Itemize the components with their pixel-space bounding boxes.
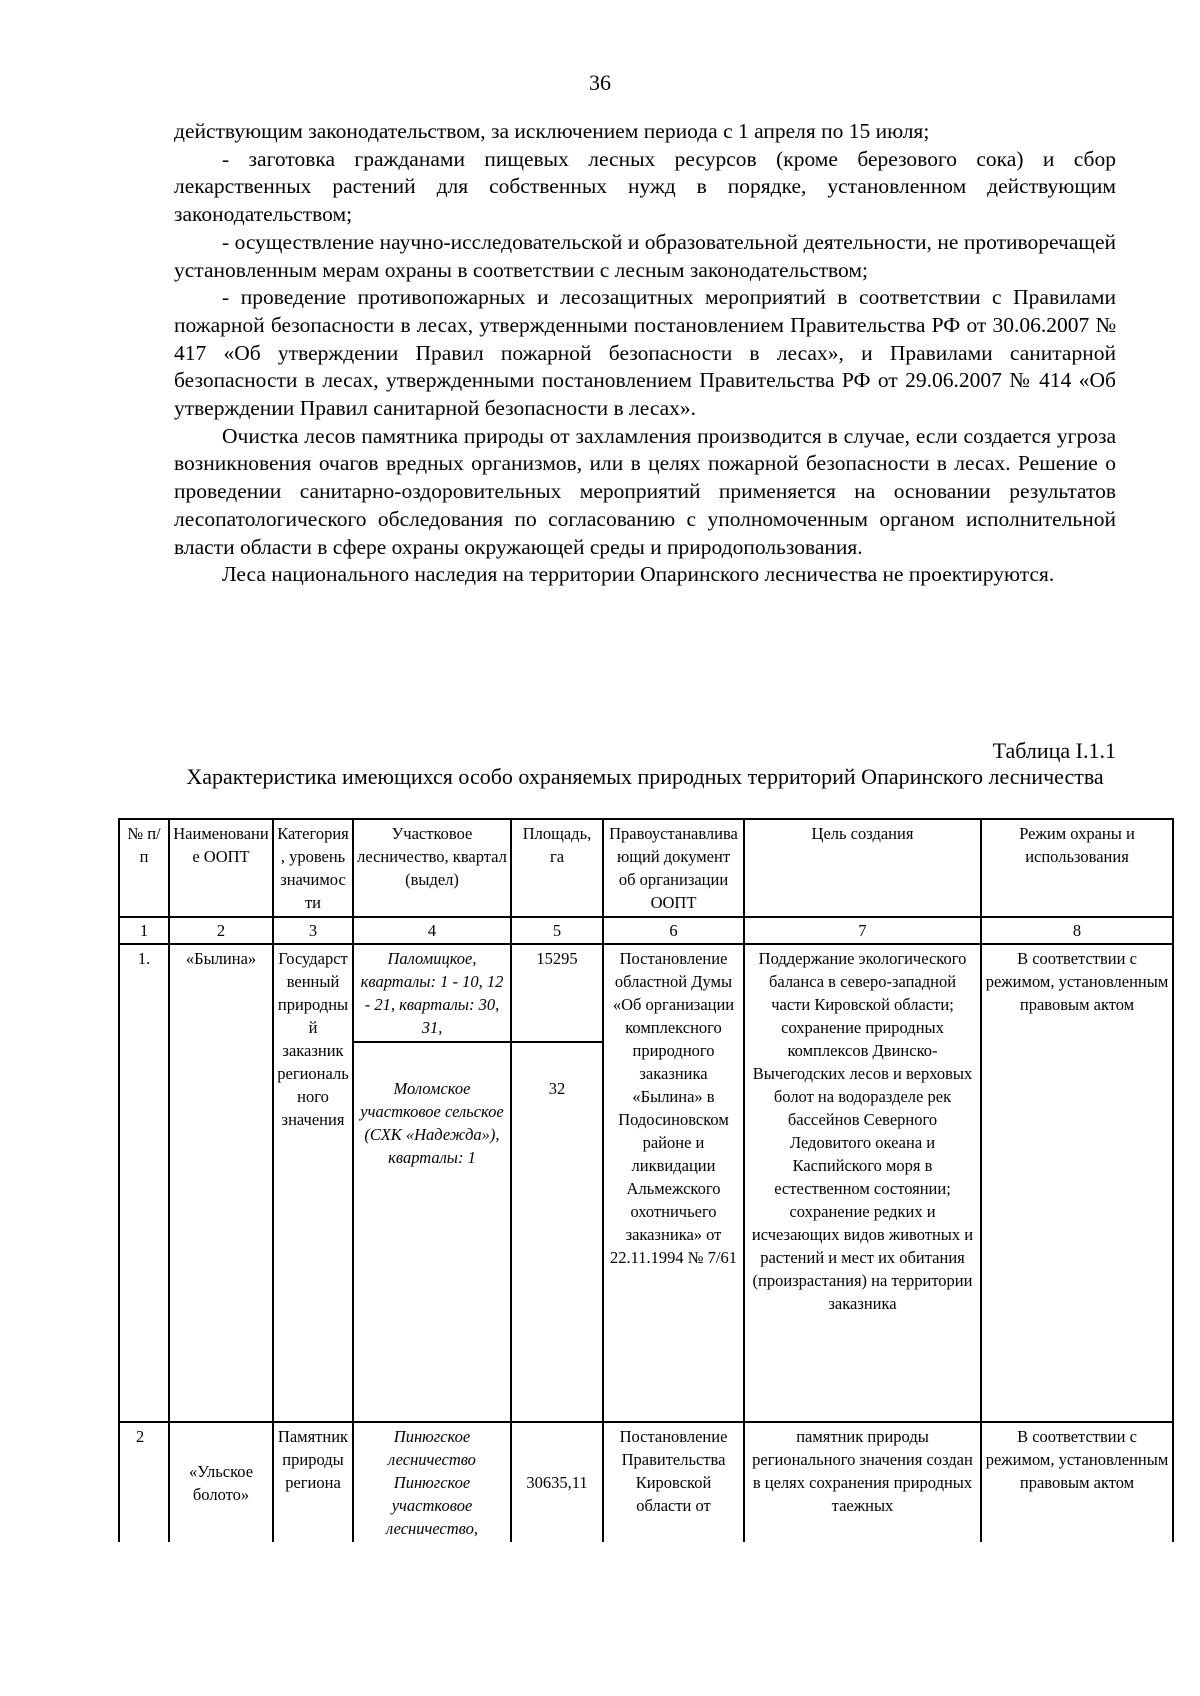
header-cell: Участковое лесничество, квартал (выдел) [353,819,511,917]
oopt-area: 15295 [511,944,603,1042]
oopt-category: Государственный природный заказник регионального значения [273,944,353,1422]
column-number: 2 [169,917,273,944]
column-number: 8 [981,917,1173,944]
header-cell: Категория, уровень значимости [273,819,353,917]
table-row [119,1422,1173,1542]
column-number: 7 [744,917,981,944]
table-label: Таблица I.1.1 [992,738,1116,763]
oopt-document: Постановление областной Думы «Об организации комплексного природного заказника «Былина» в Подосиновском районе и ликвидации Альмежского охотничьего заказника» от 22.11.1994 № 7/61 [603,944,744,1422]
column-number: 1 [119,917,169,944]
oopt-location: Паломицкое, кварталы: 1 - 10, 12 - 21, кварталы: 30, 31, [353,944,511,1042]
header-cell: Цель создания [744,819,981,917]
oopt-table [118,818,1174,1542]
column-number: 6 [603,917,744,944]
header-cell: Наименование ООПТ [169,819,273,917]
column-number: 3 [273,917,353,944]
row-number: 2 [119,1422,169,1542]
page-number: 36 [589,70,611,95]
oopt-regime: В соответствии с режимом, установленным правовым актом [981,944,1173,1422]
paragraph: - проведение противопожарных и лесозащитных мероприятий в соответствии с Правилами пожарной безопасности в лесах, утвержденными постановлением Правительства РФ от 30.06.2007 № 417 «Об утверждении Правил пожарной безопасности в лесах», и Правилами санитарной безопасности в лесах, утвержденными постановлением Правительства РФ от 29.06.2007 № 414 «Об утверждении Правил санитарной безопасности в лесах». [174,285,1116,421]
header-cell: № п/п [119,819,169,917]
oopt-name: «Ульское болото» [169,1422,273,1542]
paragraph: действующим законодательством, за исключением периода с 1 апреля по 15 июля; [174,119,930,143]
oopt-purpose: памятник природы регионального значения создан в целях сохранения природных таежных [744,1422,981,1542]
column-number-row [119,917,1173,944]
header-cell: Площадь, га [511,819,603,917]
paragraph: Очистка лесов памятника природы от захламления производится в случае, если создается угроза возникновения очагов вредных организмов, или в целях пожарной безопасности в лесах. Решение о проведении санитарно-оздоровительных мероприятий применяется на основании результатов лесопатологического обследования по согласованию с уполномоченным органом исполнительной власти области в сфере охраны окружающей среды и природопользования. [174,423,1116,559]
column-number: 5 [511,917,603,944]
paragraph: - заготовка гражданами пищевых лесных ресурсов (кроме березового сока) и сбор лекарственных растений для собственных нужд в порядке, установленном действующим законодательством; [174,146,1116,227]
oopt-area: 32 [511,1042,603,1422]
oopt-regime: В соответствии с режимом, установленным правовым актом [981,1422,1173,1542]
row-number: 1. [119,944,169,1422]
header-cell: Режим охраны и использования [981,819,1173,917]
oopt-location: Пинюгское лесничество Пинюгское участковое лесничество, [353,1422,511,1542]
oopt-purpose: Поддержание экологического баланса в северо-западной части Кировской области; сохранение природных комплексов Двинско-Вычегодских лесов и верховых болот на водоразделе рек бассейнов Северного Ледовитого океана и Каспийского моря в естественном состоянии; сохранение редких и исчезающих видов животных и растений и мест их обитания (произрастания) на территории заказника [744,944,981,1422]
oopt-category: Памятник природы региона [273,1422,353,1542]
oopt-area: 30635,11 [511,1422,603,1542]
oopt-document: Постановление Правительства Кировской области от [603,1422,744,1542]
oopt-location: Моломское участковое сельское (СХК «Надежда»), кварталы: 1 [353,1042,511,1422]
oopt-name: «Былина» [169,944,273,1422]
paragraph: Леса национального наследия на территории Опаринского лесничества не проектируются. [222,562,1055,587]
table-row [119,944,1173,1042]
paragraph: - осуществление научно-исследовательской и образовательной деятельности, не противоречащей установленным мерам охраны в соответствии с лесным законодательством; [174,229,1116,282]
table-title: Характеристика имеющихся особо охраняемых природных территорий Опаринского лесничества [186,764,1104,789]
table-header-row [119,819,1173,917]
column-number: 4 [353,917,511,944]
body-text [174,118,1116,589]
header-cell: Правоустанавливающий документ об организации ООПТ [603,819,744,917]
